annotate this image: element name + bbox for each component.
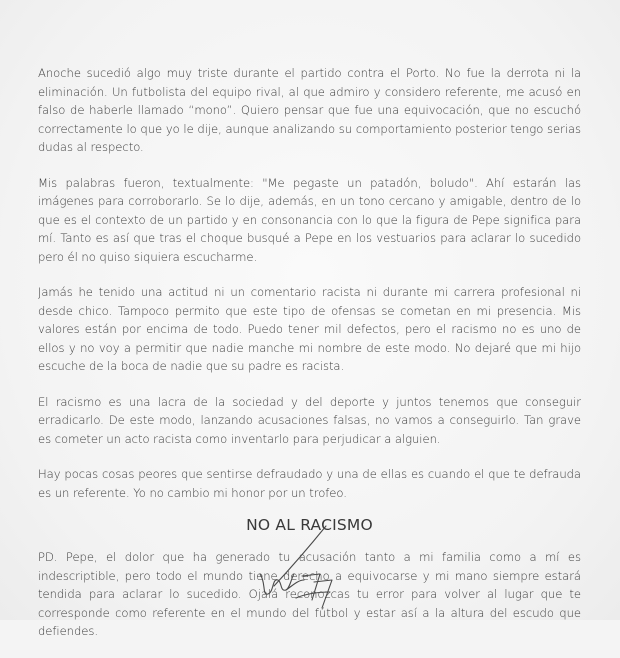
paragraph-4: El racismo es una lacra de la sociedad y del deporte y juntos tenemos que conseguir erradicarlo. De este modo, lanzando acusaciones falsas, no vamos a conseguirlo. Tan grave es cometer un acto racista como inventarlo para perjudicar a alguien. <box>38 394 581 446</box>
paragraph-3: Jamás he tenido una actitud ni un comentario racista ni durante mi carrera profesional ni desde chico. Tampoco permito que este tipo de ofensas se cometan en mi presencia. Mis valores están por encima de todo. Puedo tener mil defectos, pero el racismo no es uno de ellos y no voy a permitir que nadie manche mi nombre de este modo. No dejaré que mi hijo escuche de la boca de nadie que su padre es racista. <box>38 285 581 373</box>
paragraph-5: Hay pocas cosas peores que sentirse defraudado y una de ellas es cuando el que te defrauda es un referente. Yo no cambio mi honor por un trofeo. <box>38 467 581 500</box>
postscript-paragraph: PD. Pepe, el dolor que ha generado tu acusación tanto a mi familia como a mí es indescriptible, pero todo el mundo tiene derecho a equivocarse y mi mano siempre estará tendida para aclarar lo sucedido. Ojalá reconozcas tu error para volver al lugar que te corresponde como referente en el mundo del fútbol y estar así a la altura del escudo que defiendes. <box>38 550 581 638</box>
heading-no-al-racismo: NO AL RACISMO <box>246 516 373 534</box>
signature-stroke <box>302 574 320 600</box>
paragraph-1: Anoche sucedió algo muy triste durante el partido contra el Porto. No fue la derrota ni la eliminación. Un futbolista del equipo rival, al que admiro y considero referente, me acusó en falso de haberle llamado “mono”. Quiero pensar que fue una equivocación, que no escuchó correctamente lo que yo le dije, aunque analizando su comportamiento posterior tengo serias dudas al respecto. <box>38 66 581 154</box>
paragraph-2: Mis palabras fueron, textualmente: "Me pegaste un patadón, boludo". Ahí estarán las imágenes para corroborarlo. Se lo dije, además, en un tono cercano y amigable, dentro de lo que es el contexto de un partido y en consonancia con lo que la figura de Pepe significa para mí. Tanto es así que tras el choque busqué a Pepe en los vestuarios para aclarar lo sucedido pero él no quiso siquiera escucharme. <box>38 175 581 264</box>
signature-stroke <box>260 574 294 594</box>
handwritten-signature <box>252 520 352 612</box>
signature-stroke <box>286 580 304 590</box>
signature-stroke <box>274 526 326 586</box>
signature-drawing <box>252 520 352 612</box>
